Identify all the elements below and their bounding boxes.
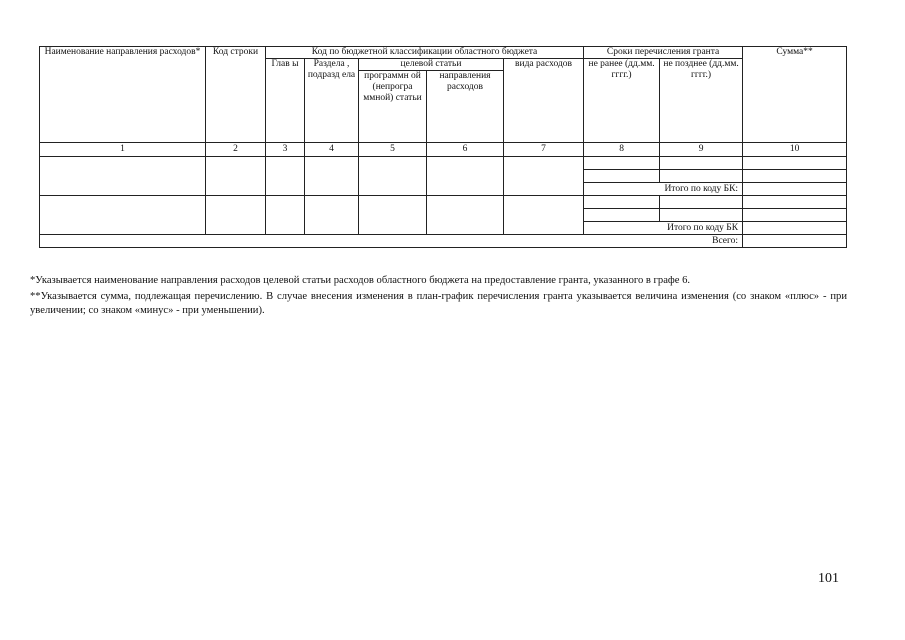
header-expense-name: Наименование направления расходов* [40, 47, 206, 143]
table-cell [40, 157, 206, 196]
table-cell [359, 157, 427, 196]
table-cell [206, 196, 266, 235]
grand-total-value [743, 235, 847, 248]
column-number: 9 [660, 143, 743, 157]
column-number: 1 [40, 143, 206, 157]
header-target-item: целевой статьи [359, 59, 504, 71]
column-number: 4 [305, 143, 359, 157]
column-number-row [40, 143, 847, 157]
column-number: 5 [359, 143, 427, 157]
table-cell [427, 196, 504, 235]
header-not-earlier: не ранее (дд.мм. гггг.) [584, 59, 660, 143]
header-transfer-terms: Сроки перечисления гранта [584, 47, 743, 59]
table-cell [743, 196, 847, 209]
subtotal-label: Итого по коду БК [584, 222, 743, 235]
header-not-later: не позднее (дд.мм. гггг.) [660, 59, 743, 143]
table-cell [660, 157, 743, 170]
header-expense-type: вида расходов [504, 59, 584, 143]
table-cell [266, 157, 305, 196]
header-program-item: программн ой (непрогра ммной) статьи [359, 71, 427, 143]
table-row [40, 157, 847, 170]
table-cell [584, 209, 660, 222]
grant-schedule-table [39, 46, 847, 248]
table-cell [504, 196, 584, 235]
footnote-amount: **Указывается сумма, подлежащая перечислению. В случае внесения изменения в план-график перечисления гранта указывается величина изменения (со знаком «плюс» - при увеличении; со знаком «минус» - при уменьшении). [30, 291, 847, 316]
table-cell [660, 196, 743, 209]
table-cell [305, 196, 359, 235]
column-number: 10 [743, 143, 847, 157]
table-cell [504, 157, 584, 196]
table-cell [427, 157, 504, 196]
header-chapter: Глав ы [266, 59, 305, 143]
column-number: 7 [504, 143, 584, 157]
header-budget-code: Код по бюджетной классификации областного бюджета [266, 47, 584, 59]
column-number: 2 [206, 143, 266, 157]
page-number: 101 [818, 571, 839, 586]
table-cell [660, 170, 743, 183]
table-cell [40, 196, 206, 235]
table-cell [660, 209, 743, 222]
grand-total-label: Всего: [40, 235, 743, 248]
header-direction: направления расходов [427, 71, 504, 143]
table-cell [743, 209, 847, 222]
header-section: Раздела , подразд ела [305, 59, 359, 143]
subtotal-value [743, 183, 847, 196]
header-amount: Сумма** [743, 47, 847, 143]
table-row [40, 196, 847, 209]
table-cell [266, 196, 305, 235]
column-number: 8 [584, 143, 660, 157]
table-cell [584, 157, 660, 170]
subtotal-label: Итого по коду БК: [584, 183, 743, 196]
table-cell [206, 157, 266, 196]
table-cell [743, 157, 847, 170]
grand-total-row [40, 235, 847, 248]
footnote-expense-name: *Указывается наименование направления расходов целевой статьи расходов областного бюджета на предоставление гранта, указанного в графе 6. [30, 275, 691, 286]
table-cell [743, 170, 847, 183]
header-row-code: Код строки [206, 47, 266, 143]
table-cell [359, 196, 427, 235]
column-number: 6 [427, 143, 504, 157]
table-cell [305, 157, 359, 196]
column-number: 3 [266, 143, 305, 157]
subtotal-value [743, 222, 847, 235]
table-cell [584, 170, 660, 183]
table-cell [584, 196, 660, 209]
